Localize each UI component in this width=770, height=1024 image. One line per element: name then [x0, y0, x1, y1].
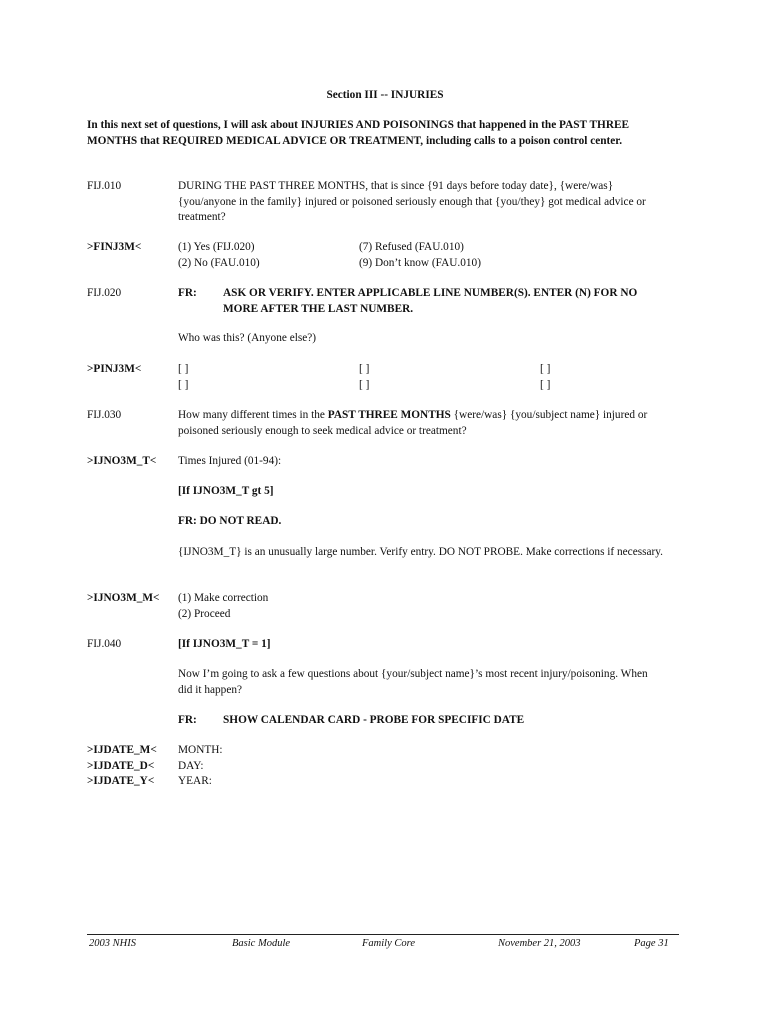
- date-field-day: DAY:: [178, 759, 204, 772]
- question-emphasis: PAST THREE MONTHS: [327, 409, 451, 421]
- entry-box[interactable]: [ ]: [359, 363, 370, 375]
- entry-box[interactable]: [ ]: [540, 363, 551, 375]
- variable-name: >IJDATE_D<: [87, 759, 155, 772]
- answer-option: (1) Yes (FIJ.020): [178, 241, 255, 253]
- footer-survey: 2003 NHIS: [89, 938, 136, 949]
- fr-instruction: SHOW CALENDAR CARD - PROBE FOR SPECIFIC DATE: [223, 714, 525, 726]
- answer-field-label: Times Injured (01-94):: [178, 455, 282, 467]
- entry-box[interactable]: [ ]: [540, 378, 551, 391]
- question-text: [178, 408, 663, 439]
- date-field-year: YEAR:: [178, 775, 212, 787]
- question-text: DURING THE PAST THREE MONTHS, that is since {91 days before today date}, {were/was} {you/anyone in the family} injured or poisoned seriously enough that {you/they} got medical advice or treatment?: [178, 180, 646, 223]
- section-title: Section III -- INJURIES: [326, 89, 444, 101]
- question-post: {were/was} {you/subject name} injured or poisoned seriously enough to seek medical advice or treatment?: [178, 409, 648, 437]
- entry-box[interactable]: [ ]: [178, 363, 189, 375]
- answer-option: (7) Refused (FAU.010): [359, 241, 464, 253]
- answer-option: (2) No (FAU.010): [178, 256, 260, 269]
- answer-option: (9) Don’t know (FAU.010): [359, 256, 481, 269]
- entry-box[interactable]: [ ]: [359, 378, 370, 391]
- entry-box[interactable]: [ ]: [178, 378, 189, 391]
- answer-option: (1) Make correction: [178, 592, 269, 604]
- variable-name: >FINJ3M<: [87, 241, 142, 253]
- footer-page: Page 31: [634, 938, 669, 949]
- condition: [If IJNO3M_T = 1]: [178, 638, 271, 650]
- fr-label: FR:: [178, 287, 197, 299]
- footer-date: November 21, 2003: [498, 938, 581, 949]
- question-id: FIJ.030: [87, 409, 122, 421]
- fr-instruction: ASK OR VERIFY. ENTER APPLICABLE LINE NUMBER(S). ENTER (N) FOR NO MORE AFTER THE LAST NUMBER.: [223, 287, 638, 315]
- fr-instruction: FR: DO NOT READ.: [178, 515, 282, 527]
- question-text: Who was this? (Anyone else?): [178, 332, 317, 344]
- question-id: FIJ.010: [87, 180, 122, 192]
- variable-name: >PINJ3M<: [87, 363, 142, 375]
- variable-name: >IJNO3M_M<: [87, 592, 160, 604]
- footer-rule: [87, 934, 679, 935]
- fr-label: FR:: [178, 714, 197, 726]
- question-id: FIJ.040: [87, 638, 122, 650]
- verify-text: {IJNO3M_T} is an unusually large number. Verify entry. DO NOT PROBE. Make corrections if necessary.: [178, 546, 664, 558]
- answer-option: (2) Proceed: [178, 607, 231, 620]
- footer-module: Basic Module: [232, 938, 291, 949]
- question-id: FIJ.020: [87, 287, 122, 299]
- intro-paragraph: In this next set of questions, I will ask about INJURIES AND POISONINGS that happened in the PAST THREE MONTHS that REQUIRED MEDICAL ADVICE OR TREATMENT, including calls to a poison control center.: [87, 119, 630, 147]
- date-field-month: MONTH:: [178, 744, 223, 756]
- question-text: Now I’m going to ask a few questions about {your/subject name}’s most recent injury/poisoning. When did it happen?: [178, 668, 648, 696]
- variable-name: >IJDATE_Y<: [87, 775, 155, 787]
- condition: [If IJNO3M_T gt 5]: [178, 485, 274, 497]
- question-pre: How many different times in the: [178, 409, 328, 421]
- variable-name: >IJDATE_M<: [87, 744, 157, 756]
- footer-core: Family Core: [362, 938, 415, 949]
- variable-name: >IJNO3M_T<: [87, 455, 157, 467]
